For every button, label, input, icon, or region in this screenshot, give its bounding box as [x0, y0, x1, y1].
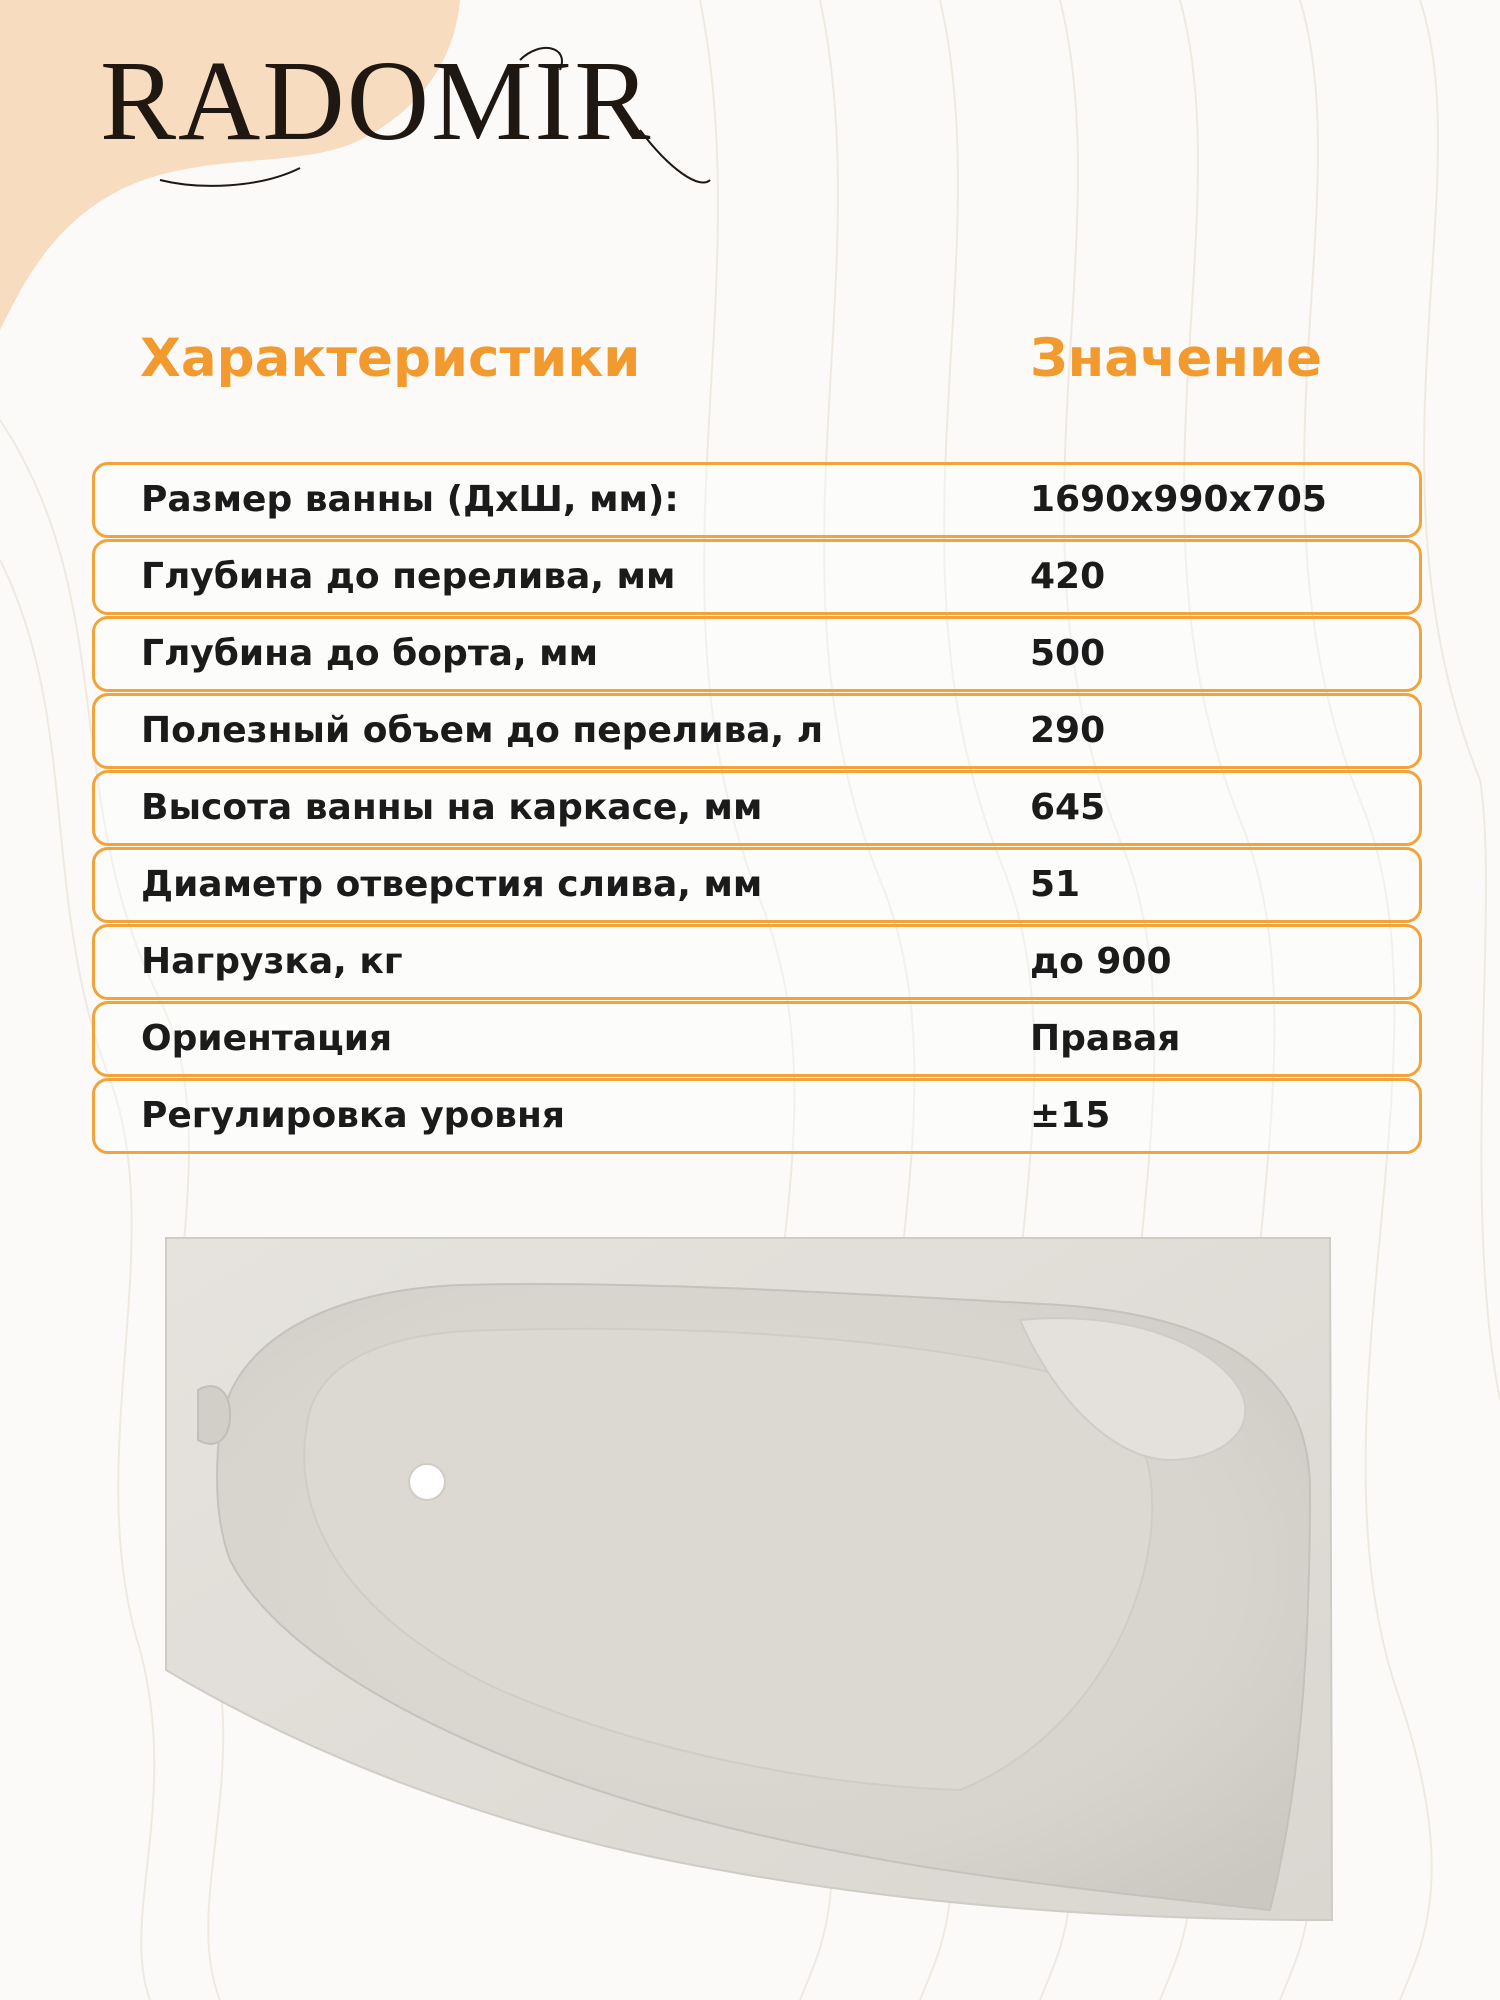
table-row: [92, 770, 1422, 846]
table-row: [92, 539, 1422, 615]
table-row: [92, 1078, 1422, 1154]
table-row: [92, 693, 1422, 769]
row-value: 500: [1030, 633, 1106, 674]
row-label: Регулировка уровня: [141, 1095, 565, 1136]
table-row: [92, 1001, 1422, 1077]
logo-flourish: [100, 37, 720, 210]
spec-table: [92, 462, 1422, 1154]
row-label: Нагрузка, кг: [141, 941, 403, 982]
row-value: 1690х990х705: [1030, 479, 1327, 520]
row-label: Полезный объем до перелива, л: [141, 710, 824, 751]
row-label: Размер ванны (ДхШ, мм):: [141, 479, 679, 520]
corner-bathtub-image: [160, 1230, 1340, 1930]
table-row: [92, 616, 1422, 692]
row-label: Высота ванны на каркасе, мм: [141, 787, 763, 828]
row-value: 290: [1030, 710, 1106, 751]
row-label: Ориентация: [141, 1018, 393, 1059]
drain-hole-icon: [409, 1464, 445, 1500]
header-value: Значение: [1030, 328, 1323, 389]
row-value: 645: [1030, 787, 1106, 828]
row-value: ±15: [1030, 1095, 1111, 1136]
overflow-icon: [198, 1386, 230, 1444]
row-value: до 900: [1030, 941, 1172, 982]
row-label: Глубина до перелива, мм: [141, 556, 676, 597]
table-row: [92, 462, 1422, 538]
row-value: 420: [1030, 556, 1106, 597]
row-value: Правая: [1030, 1018, 1181, 1059]
table-row: [92, 924, 1422, 1000]
table-row: [92, 847, 1422, 923]
brand-logo: RADOMIR: [100, 37, 653, 164]
row-value: 51: [1030, 864, 1081, 905]
header-characteristics: Характеристики: [140, 328, 641, 389]
row-label: Глубина до борта, мм: [141, 633, 599, 674]
row-label: Диаметр отверстия слива, мм: [141, 864, 763, 905]
